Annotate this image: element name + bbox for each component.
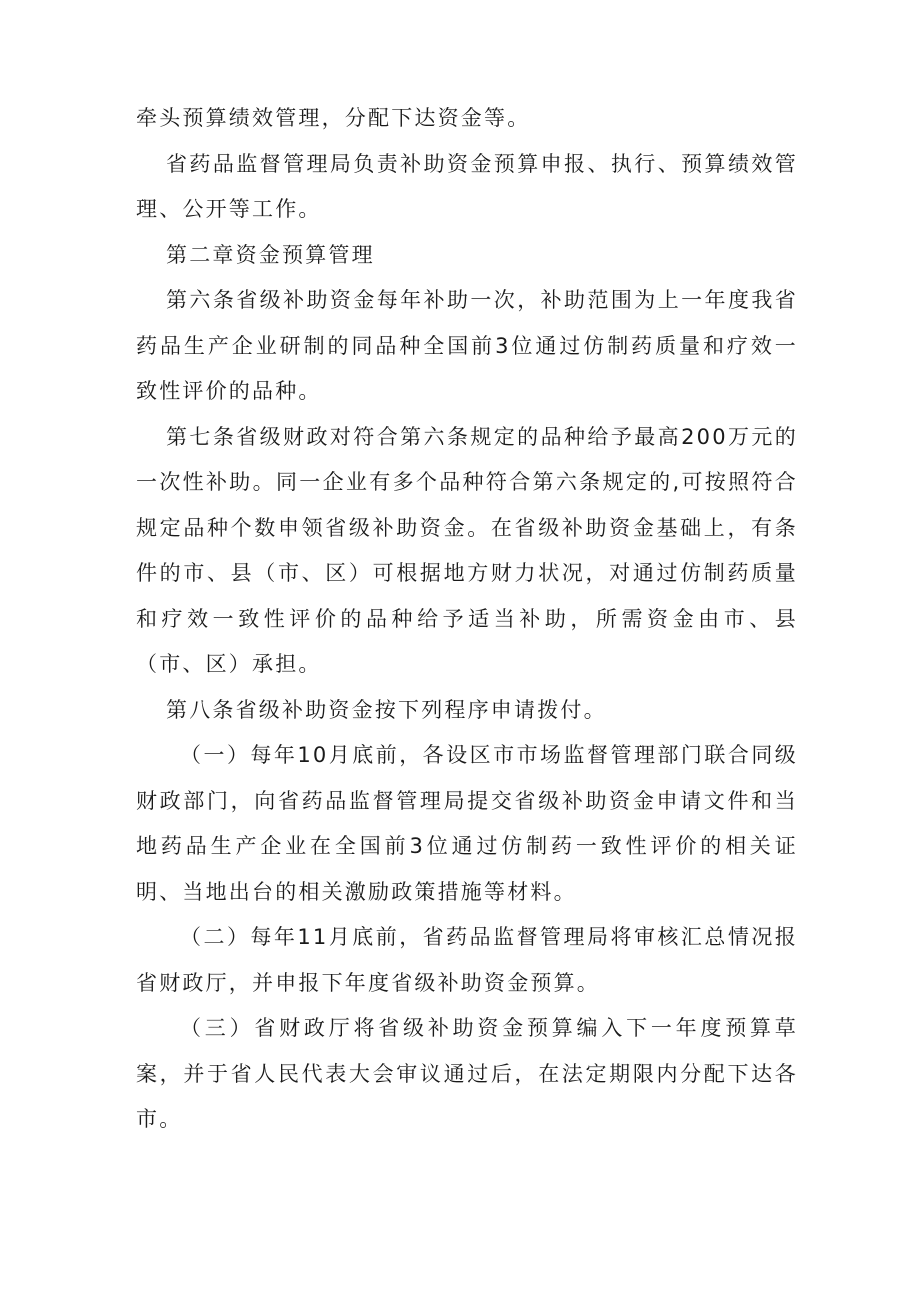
article-7: 第七条省级财政对符合第六条规定的品种给予最高200万元的一次性补助。同一企业有多个品种符合第六条规定的,可按照符合规定品种个数申领省级补助资金。在省级补助资金基础上，有条件的市、县（市、区）可根据地方财力状况，对通过仿制药质量和疗效一致性评价的品种给予适当补助，所需资金由市、县（市、区）承担。 xyxy=(136,424,798,676)
chapter-heading: 第二章资金预算管理 xyxy=(166,242,375,267)
document-body xyxy=(136,96,798,1143)
paragraph-continuation: 牵头预算绩效管理，分配下达资金等。 xyxy=(136,106,531,130)
procedure-item-3: （三）省财政厅将省级补助资金预算编入下一年度预算草案，并于省人民代表大会审议通过后，在法定期限内分配下达各市。 xyxy=(136,1016,798,1131)
article-6: 第六条省级补助资金每年补助一次，补助范围为上一年度我省药品生产企业研制的同品种全国前3位通过仿制药质量和疗效一致性评价的品种。 xyxy=(136,288,798,403)
procedure-item-1: （一）每年10月底前，各设区市市场监督管理部门联合同级财政部门，向省药品监督管理局提交省级补助资金申请文件和当地药品生产企业在全国前3位通过仿制药一致性评价的相关证明、当地出台的相关激励政策措施等材料。 xyxy=(136,743,798,904)
article-8: 第八条省级补助资金按下列程序申请拨付。 xyxy=(166,697,607,722)
procedure-item-2: （二）每年11月底前，省药品监督管理局将审核汇总情况报省财政厅，并申报下年度省级补助资金预算。 xyxy=(136,925,798,995)
paragraph-responsibility: 省药品监督管理局负责补助资金预算申报、执行、预算绩效管理、公开等工作。 xyxy=(136,151,798,221)
